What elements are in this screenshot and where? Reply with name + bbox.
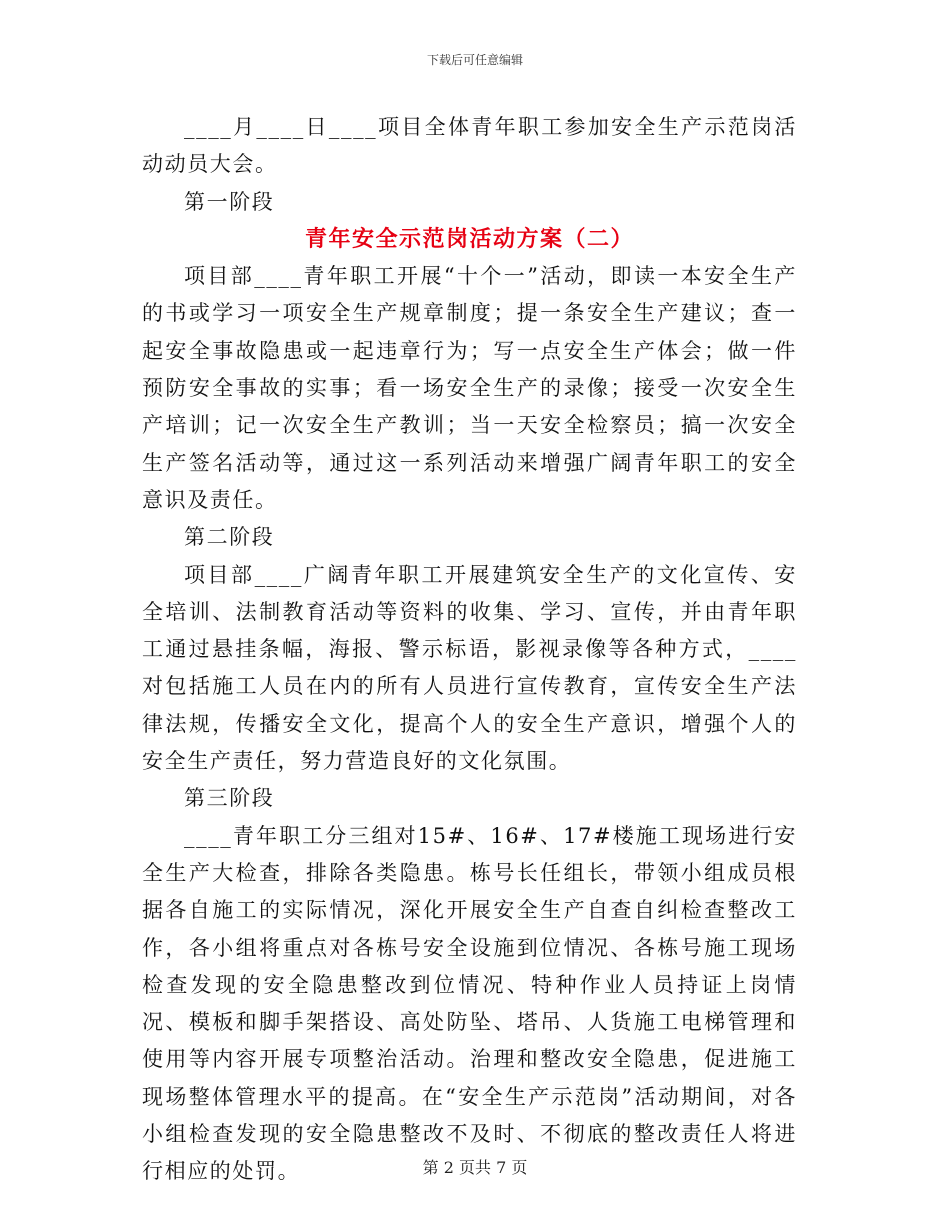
stage2-paragraph: 项目部____广阔青年职工开展建筑安全生产的文化宣传、安全培训、法制教育活动等资料的收集、学习、宣传，并由青年职工通过悬挂条幅，海报、警示标语，影视录像等各种方式，____对包括施工人员在内的所有人员进行宣传教育，宣传安全生产法律法规，传播安全文化，提高个人的安全生产意识，增强个人的安全生产责任，努力营造良好的文化氛围。 (142, 562, 797, 774)
stage3-paragraph: ____青年职工分三组对15#、16#、17#楼施工现场进行安全生产大检查，排除各类隐患。栋号长任组长，带领小组成员根据各自施工的实际情况，深化开展安全生产自查自纠检查整改工作，各小组将重点对各栋号安全设施到位情况、各栋号施工现场检查发现的安全隐患整改到位情况、特种作业人员持证上岗情况、模板和脚手架搭设、高处防坠、塔吊、人货施工电梯管理和使用等内容开展专项整治活动。治理和整改安全隐患，促进施工现场整体管理水平的提高。在“安全生产示范岗”活动期间，对各小组检查发现的安全隐患整改不及时、不彻底的整改责任人将进行相应的处罚。 (142, 823, 797, 1184)
page-header: 下载后可任意编辑 (426, 53, 523, 67)
stage1-paragraph: 项目部____青年职工开展“十个一”活动，即读一本安全生产的书或学习一项安全生产规章制度；提一条安全生产建议；查一起安全事故隐患或一起违章行为；写一点安全生产体会；做一件预防安全事故的实事；看一场安全生产的录像；接受一次安全生产培训；记一次安全生产教训；当一天安全检察员；搞一次安全生产签名活动等，通过这一系列活动来增强广阔青年职工的安全意识及责任。 (142, 264, 797, 512)
page-footer: 第 2 页共 7 页 (422, 1158, 528, 1177)
stage1-heading: 第一阶段 (184, 189, 275, 214)
stage3-heading: 第三阶段 (184, 786, 275, 811)
document-body (142, 109, 797, 1191)
stage2-heading: 第二阶段 (184, 525, 275, 550)
document-title: 青年安全示范岗活动方案（二） (304, 225, 634, 252)
intro-paragraph: ____月____日____项目全体青年职工参加安全生产示范岗活动动员大会。 (142, 115, 797, 177)
